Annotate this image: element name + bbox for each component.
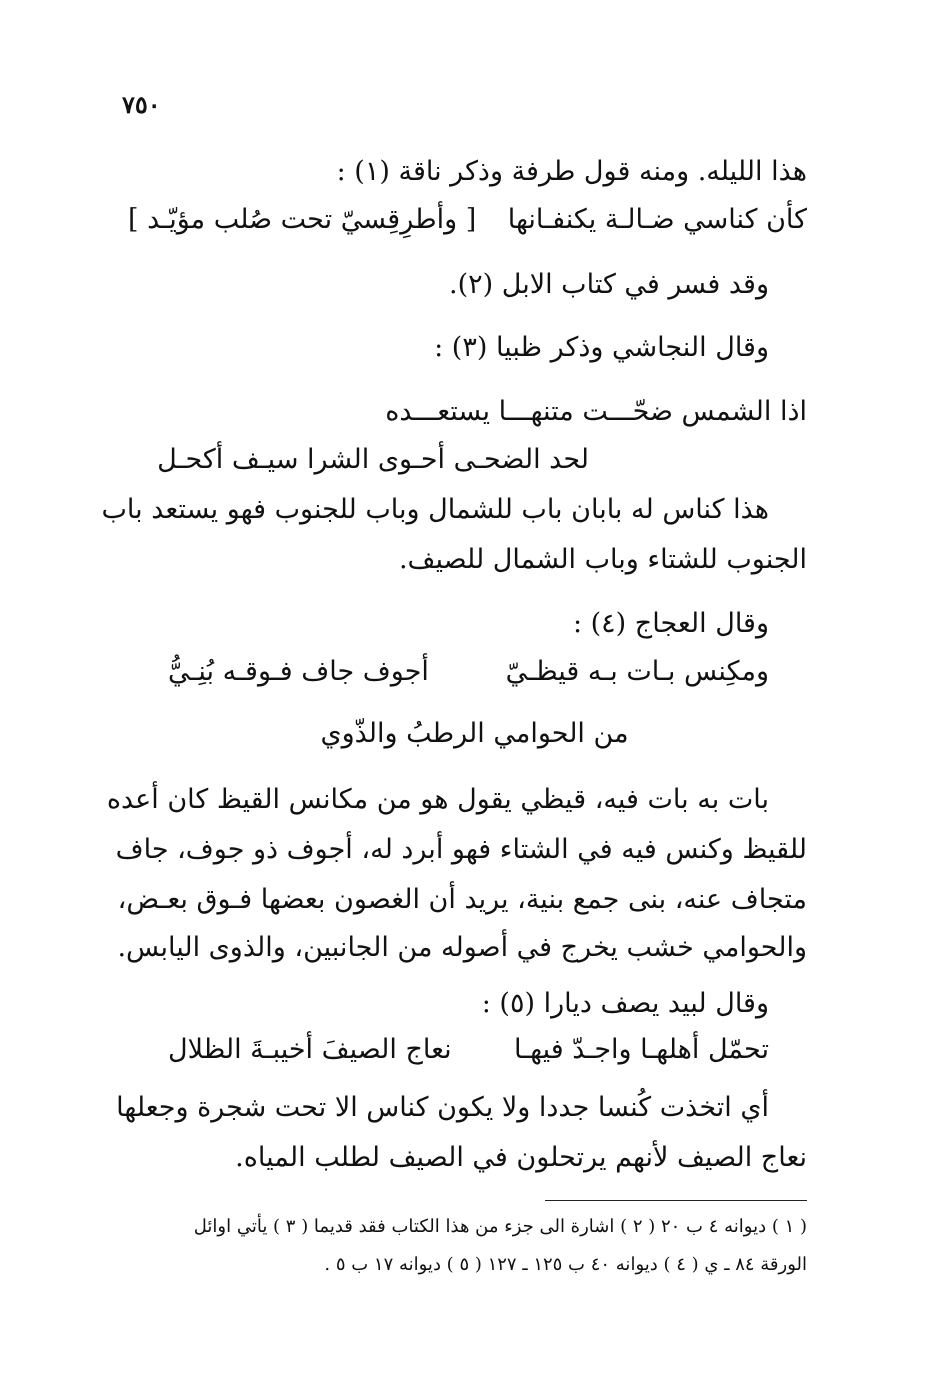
verse-second-hemistich: نعاج الصيفَ أخيبـةَ الظلال xyxy=(168,1034,452,1065)
text-line-intro: هذا الليله. ومنه قول طرفة وذكر ناقة (١) : xyxy=(336,156,807,187)
paragraph-ajjaj-line-4: والحوامي خشب يخرج في أصوله من الجانبين، والذوى اليابس. xyxy=(117,932,807,963)
footnote-line-2: الورقة ٨٤ ـ ي ( ٤ ) ديوانه ٤٠ ب ١٢٥ ـ ١٢٧ ( ٥ ) ديوانه ١٧ ب ٥ . xyxy=(324,1254,807,1275)
verse-second-hemistich: أجوف جاف فـوقـه بُنِـيُّ xyxy=(168,656,429,687)
paragraph-kinas-line-1: هذا كناس له بابان باب للشمال وباب للجنوب فهو يستعد باب xyxy=(101,494,769,525)
verse-najashi-second: لحد الضحـى أحـوى الشرا سيـف أكحـل xyxy=(157,444,589,475)
paragraph-labid-line-2: نعاج الصيف لأنهم يرتحلون في الصيف لطلب المياه. xyxy=(235,1142,807,1173)
verse-first-hemistich: تحمّل أهلهـا واجـدّ فيهـا xyxy=(514,1034,769,1065)
paragraph-kinas-line-2: الجنوب للشتاء وباب الشمال للصيف. xyxy=(398,544,807,575)
verse-first-hemistich: ومكِنس بـات بـه قيظـيّ xyxy=(505,656,769,687)
verse-ajjaj xyxy=(168,652,769,692)
text-line-labid: وقال لبيد يصف ديارا (٥) : xyxy=(481,988,769,1019)
verse-ajjaj-third: من الحوامي الرطبُ والذّوي xyxy=(320,718,629,749)
verse-labid xyxy=(168,1030,769,1070)
verse-tarafa xyxy=(128,200,807,240)
page-number: ٧٥٠ xyxy=(122,90,161,119)
verse-first-hemistich: كأن كناسي ضـالـة يكنفـانها xyxy=(507,204,807,235)
paragraph-ajjaj-line-1: بات به بات فيه، قيظي يقول هو من مكانس القيظ كان أعده xyxy=(106,784,769,815)
footnote-line-1: ( ١ ) ديوانه ٤ ب ٢٠ ( ٢ ) اشارة الى جزء من هذا الكتاب فقد قديما ( ٣ ) يأتي اوائل xyxy=(193,1216,807,1237)
text-line-explained: وقد فسر في كتاب الابل (٢). xyxy=(448,269,769,300)
footnote-separator xyxy=(545,1200,807,1201)
paragraph-labid-line-1: أي اتخذت كُنسا جددا ولا يكون كناس الا تحت شجرة وجعلها xyxy=(116,1092,769,1123)
text-line-najashi: وقال النجاشي وذكر ظبيا (٣) : xyxy=(434,332,769,363)
paragraph-ajjaj-line-2: للقيظ وكنس فيه في الشتاء فهو أبرد له، أجوف ذو جوف، جاف xyxy=(115,834,807,865)
paragraph-ajjaj-line-3: متجاف عنه، بنى جمع بنية، يريد أن الغصون بعضها فـوق بعـض، xyxy=(117,884,807,915)
text-line-ajjaj: وقال العجاج (٤) : xyxy=(572,608,769,639)
verse-second-hemistich: [ وأطرِقِسيّ تحت صُلب مؤيّـد ] xyxy=(128,204,477,235)
verse-najashi-first: اذا الشمس ضحّـــت متنهـــا يستعـــده xyxy=(385,396,807,427)
